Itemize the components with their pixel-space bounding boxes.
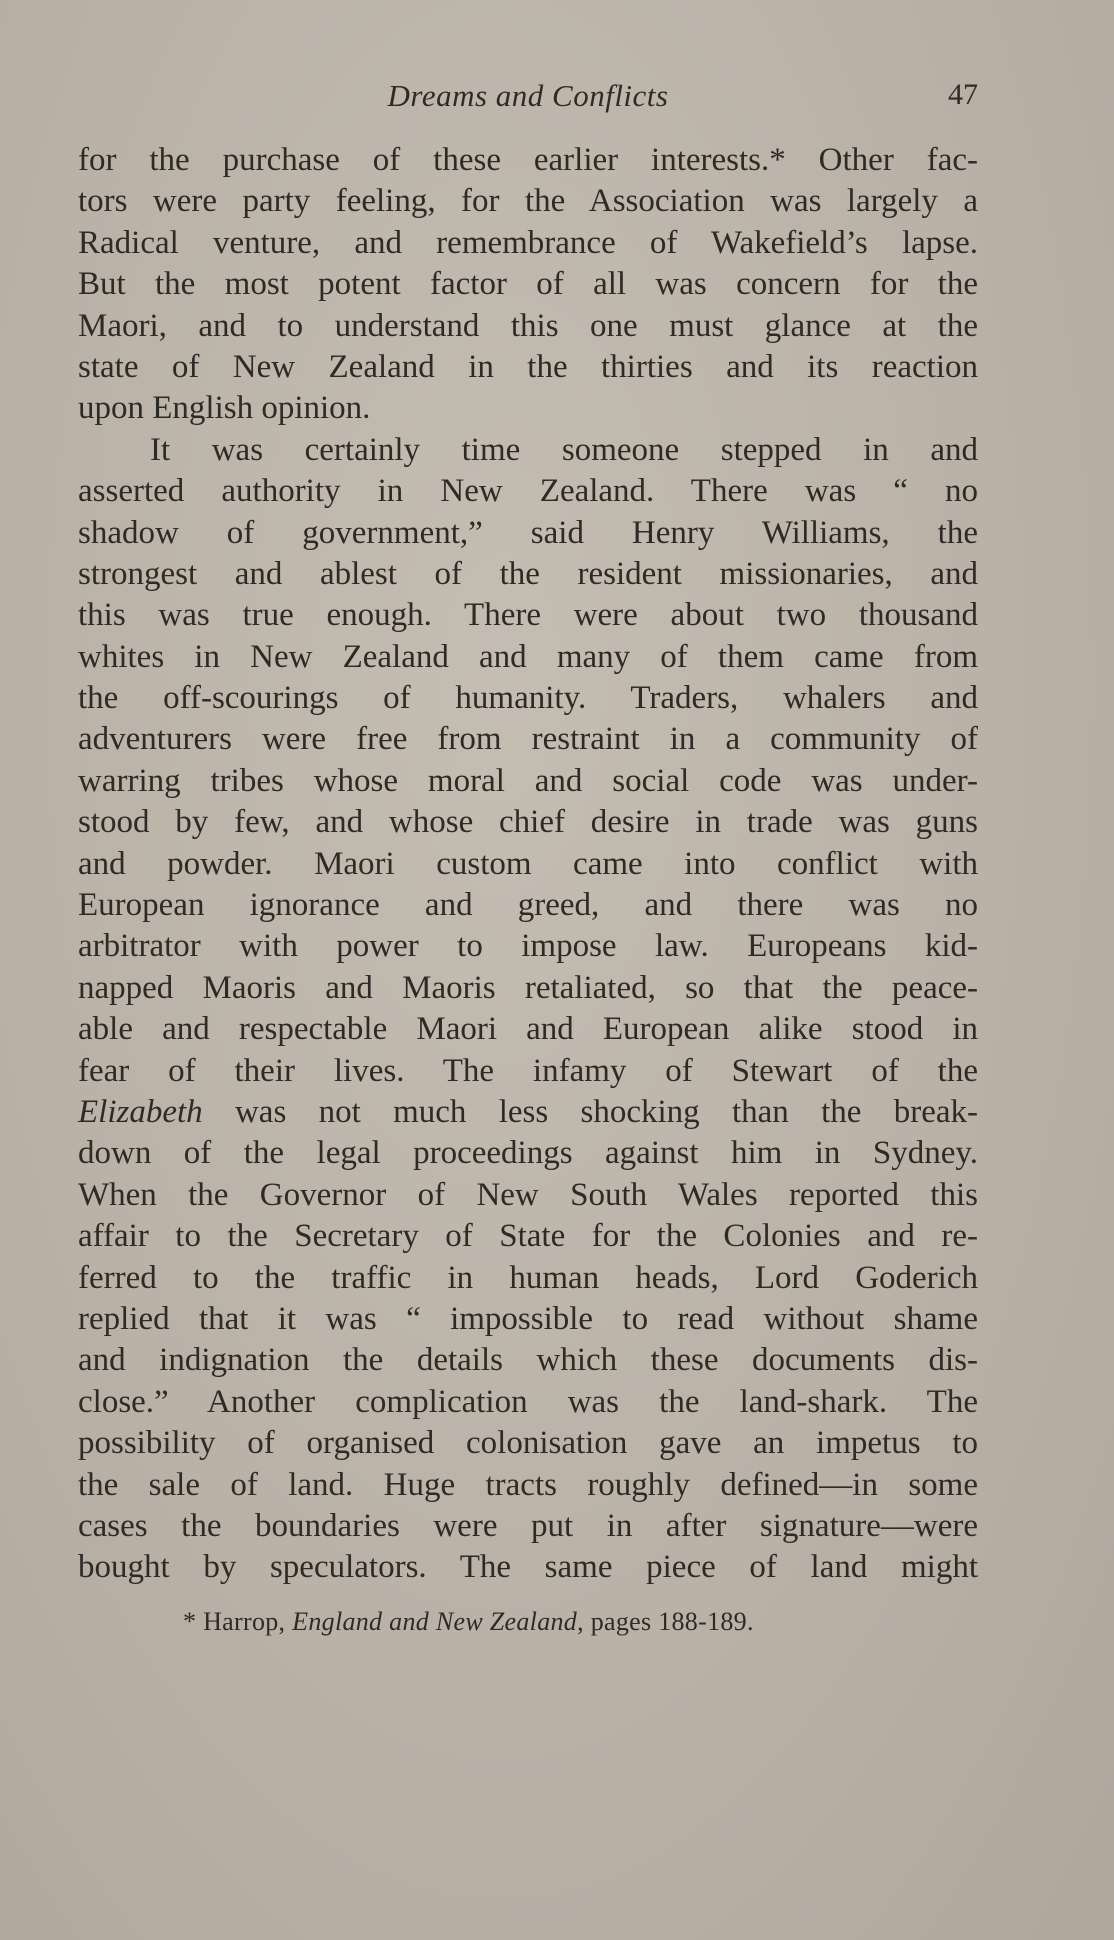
text-line: affair to the Secretary of State for the Colonies and re- [78,1218,978,1255]
text-line: down of the legal proceedings against him in Sydney. [78,1135,978,1172]
page-number: 47 [948,78,978,111]
text-line: whites in New Zealand and many of them came from [78,638,978,675]
footnote-author: Harrop, [203,1607,293,1636]
text-line: state of New Zealand in the thirties and its reaction [78,348,978,385]
text-line: arbitrator with power to impose law. Europeans kid- [78,928,978,965]
text-line: European ignorance and greed, and there was no [78,887,978,924]
text-line: tors were party feeling, for the Association was largely a [78,183,978,220]
text-line: warring tribes whose moral and social code was under- [78,762,978,799]
line-continuation: was not much less shocking than the break- [202,1093,978,1130]
text-line: close.” Another complication was the land-shark. The [78,1383,978,1420]
text-line: ferred to the traffic in human heads, Lord Goderich [78,1259,978,1296]
text-line: When the Governor of New South Wales reported this [78,1176,978,1213]
text-line: and indignation the details which these documents dis- [78,1342,978,1379]
text-line: stood by few, and whose chief desire in trade was guns [78,804,978,841]
body-text [78,140,978,1589]
text-line: shadow of government,” said Henry Williams, the [78,514,978,551]
text-line: the off-scourings of humanity. Traders, whalers and [78,680,978,717]
text-line: adventurers were free from restraint in a community of [78,721,978,758]
text-line: replied that it was “ impossible to read without shame [78,1300,978,1337]
footnote [183,1607,754,1637]
page-header [78,78,978,122]
footnote-title: England and New Zealand [292,1607,578,1636]
ship-name-italic: Elizabeth [78,1093,203,1130]
paragraph-start-line: It was certainly time someone stepped in and [150,431,978,468]
text-line: this was true enough. There were about two thousand [78,597,978,634]
text-line: Maori, and to understand this one must glance at the [78,307,978,344]
footnote-pages: , pages 188-189. [577,1607,754,1636]
text-line: fear of their lives. The infamy of Stewart of the [78,1052,978,1089]
text-line: able and respectable Maori and European alike stood in [78,1011,978,1048]
text-line: cases the boundaries were put in after signature—were [78,1507,978,1544]
text-line: bought by speculators. The same piece of land might [78,1549,978,1586]
text-line: napped Maoris and Maoris retaliated, so that the peace- [78,969,978,1006]
text-line: possibility of organised colonisation gave an impetus to [78,1425,978,1462]
text-line: strongest and ablest of the resident missionaries, and [78,555,978,592]
text-line: the sale of land. Huge tracts roughly defined—in some [78,1466,978,1503]
text-line: upon English opinion. [78,390,371,427]
footnote-marker: * [183,1607,204,1636]
running-head: Dreams and Conflicts [387,78,669,113]
text-line: asserted authority in New Zealand. There was “ no [78,473,978,510]
text-line-with-italic [78,1092,978,1133]
text-line: for the purchase of these earlier interests.* Other fac- [78,142,978,178]
text-line: Radical venture, and remembrance of Wakefield’s lapse. [78,224,978,261]
text-line: But the most potent factor of all was concern for the [78,266,978,303]
text-line: and powder. Maori custom came into conflict with [78,845,978,882]
